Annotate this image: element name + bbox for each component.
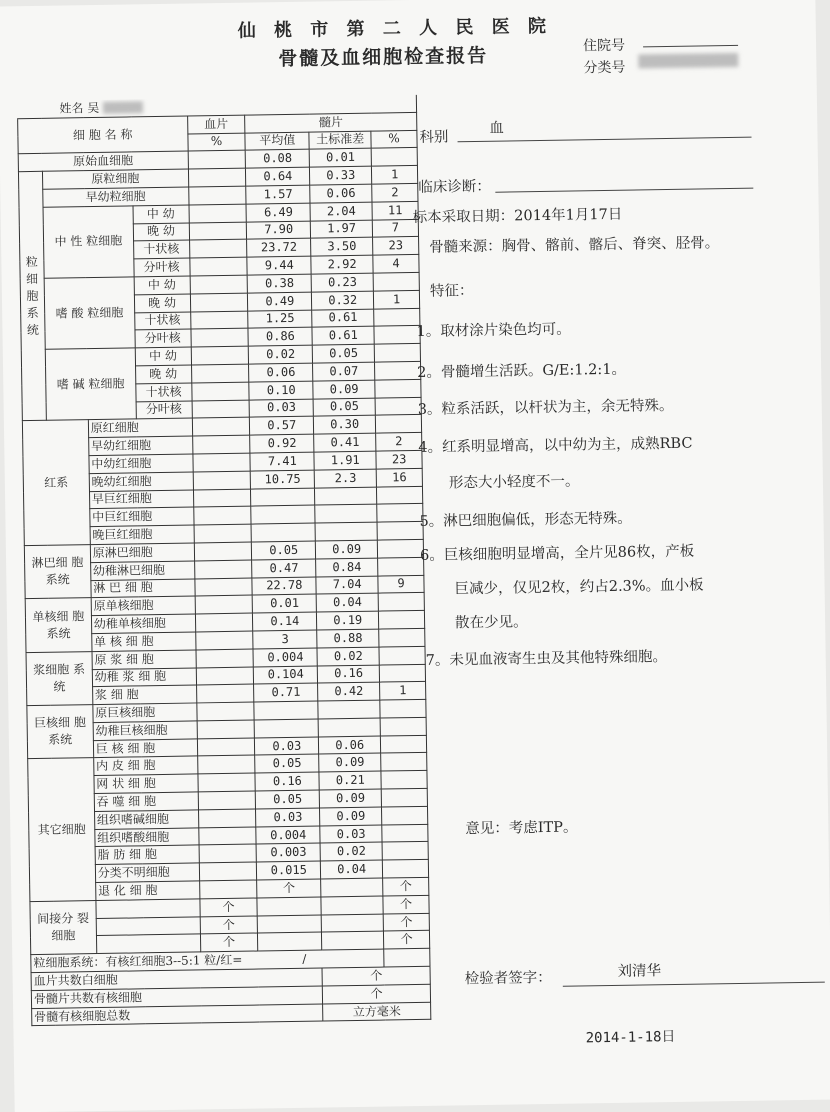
blood-pct-cell [196, 684, 254, 703]
header-marrow-pct: % [371, 130, 417, 149]
blood-pct-cell [190, 311, 248, 330]
sample-date: 标本采取日期：2014年1月17日 [412, 206, 623, 226]
row-label [96, 899, 200, 918]
row-label: 原巨核细胞 [93, 703, 197, 722]
blood-pct-cell [193, 471, 251, 490]
header-marrow: 髓片 [245, 112, 417, 132]
patient-name-label: 姓名 吴 [59, 100, 100, 116]
sd-cell: 0.61 [312, 309, 374, 328]
blood-pct-cell [192, 435, 250, 454]
footer-unit: 个 [323, 984, 431, 1003]
sd-cell: 7.04 [316, 576, 378, 595]
marrow-pct-cell [382, 806, 428, 825]
marrow-pct-cell [373, 272, 419, 291]
row-label: 分类不明细胞 [95, 863, 199, 882]
blood-pct-cell [189, 257, 247, 276]
mean-cell: 0.104 [254, 666, 318, 685]
group-plasma: 浆细胞 系统 [26, 651, 93, 705]
sd-cell: 0.32 [312, 291, 374, 310]
marrow-pct-cell [380, 699, 426, 718]
mean-cell: 6.49 [246, 203, 310, 222]
marrow-pct-cell [378, 593, 424, 612]
sd-cell: 0.05 [312, 344, 374, 363]
blood-pct-cell [189, 204, 247, 223]
mean-cell: 22.78 [252, 577, 316, 596]
mean-cell [251, 505, 315, 524]
group-mega: 巨核细 胞系统 [27, 705, 94, 759]
sd-cell: 0.23 [311, 273, 373, 292]
row-label: 浆 细 胞 [92, 685, 196, 704]
mean-cell: 0.02 [249, 345, 313, 364]
marrow-pct-cell [381, 735, 427, 754]
row-label: 分叶核 [136, 401, 192, 420]
marrow-pct-cell: 2 [376, 433, 422, 452]
marrow-pct-cell [377, 486, 423, 505]
row-label: 原单核细胞 [91, 596, 195, 615]
row-label: 中 幼 [134, 276, 190, 295]
marrow-pct-cell: 1 [374, 290, 420, 309]
marrow-pct-cell [375, 361, 421, 380]
mean-cell: 0.16 [255, 772, 319, 791]
sd-cell: 0.09 [320, 807, 382, 826]
mean-cell: 7.41 [250, 452, 314, 471]
row-label: 原粒细胞 [42, 169, 188, 189]
sd-cell: 0.05 [313, 398, 375, 417]
marrow-pct-cell: 2 [372, 183, 418, 202]
marrow-pct-cell [382, 842, 428, 861]
blood-pct-cell [188, 168, 246, 187]
blood-pct-cell [194, 578, 252, 597]
mean-cell [257, 897, 321, 916]
marrow-pct-cell: 11 [372, 201, 418, 220]
row-label: 组织嗜酸细胞 [95, 828, 199, 847]
blood-pct-cell: 个 [200, 933, 258, 952]
blood-pct-cell [194, 560, 252, 579]
row-label: 幼稚淋巴细胞 [90, 561, 194, 580]
mean-cell: 0.71 [254, 683, 318, 702]
blood-pct-cell [197, 720, 255, 739]
mean-cell: 1.57 [246, 185, 310, 204]
mean-cell: 0.49 [248, 292, 312, 311]
mean-cell: 10.75 [251, 470, 315, 489]
marrow-pct-cell [379, 646, 425, 665]
marrow-pct-cell: 23 [373, 237, 419, 256]
mean-cell: 0.64 [246, 167, 310, 186]
footer-label: 骨髓片共数有核细胞 [31, 986, 323, 1008]
blood-pct-cell [199, 844, 257, 863]
sd-cell [321, 878, 383, 897]
row-label: 晚 幼 [135, 365, 191, 384]
mean-cell: 9.44 [247, 256, 311, 275]
marrow-pct-cell [374, 308, 420, 327]
row-label [96, 917, 200, 936]
marrow-source: 骨髓来源：胸骨、髂前、髂后、脊突、胫骨。 [429, 235, 720, 256]
blood-pct-cell [192, 417, 250, 436]
marrow-pct-cell [382, 824, 428, 843]
sd-cell: 1.97 [311, 220, 373, 239]
sd-cell: 0.09 [319, 754, 381, 773]
mean-cell [258, 915, 322, 934]
signer-label: 检验者签字： [464, 969, 552, 988]
marrow-pct-cell: 个 [384, 931, 430, 950]
marrow-pct-cell: 4 [373, 255, 419, 274]
note-4-cont: 形态大小轻度不一。 [448, 473, 580, 492]
sd-cell: 0.09 [316, 540, 378, 559]
mean-cell: 0.92 [250, 434, 314, 453]
row-label: 组织嗜碱细胞 [94, 810, 198, 829]
row-label: 内 皮 细 胞 [93, 756, 197, 775]
mean-cell: 0.57 [250, 416, 314, 435]
hospital-number-line [643, 45, 738, 47]
header-mean: 平均值 [245, 132, 309, 151]
blood-pct-cell [199, 880, 257, 899]
blood-pct-cell: 个 [200, 916, 258, 935]
row-label: 中 幼 [133, 205, 189, 224]
mean-cell: 0.03 [255, 737, 319, 756]
mean-cell [255, 719, 319, 738]
mean-cell: 0.10 [249, 381, 313, 400]
row-label: 原红细胞 [88, 418, 192, 437]
blood-pct-cell [198, 827, 256, 846]
sd-cell: 0.88 [317, 629, 379, 648]
blood-pct-cell [188, 151, 246, 170]
mean-cell [254, 701, 318, 720]
marrow-pct-cell [374, 326, 420, 345]
mean-cell: 0.14 [253, 612, 317, 631]
group-mono: 单核细 胞系统 [25, 598, 92, 652]
header-blood-pct: % [187, 133, 245, 152]
sd-cell: 0.21 [319, 771, 381, 790]
group-other: 其它细胞 [28, 758, 96, 901]
blood-pct-cell: 个 [199, 898, 257, 917]
mean-cell: 7.90 [247, 221, 311, 240]
row-label: 十状核 [135, 383, 191, 402]
mean-cell: 0.06 [249, 363, 313, 382]
diagnosis-label: 临床诊断： [418, 178, 491, 196]
note-1: 1。取材涂片染色均可。 [416, 321, 571, 340]
marrow-pct-cell [379, 664, 425, 683]
sd-cell [318, 700, 380, 719]
marrow-pct-cell: 个 [383, 895, 429, 914]
sd-cell: 1.91 [314, 451, 376, 470]
row-label: 早幼粒细胞 [43, 187, 189, 207]
blood-pct-cell [199, 862, 257, 881]
blood-pct-cell [191, 382, 249, 401]
footer-label: 骨髓有核细胞总数 [32, 1004, 324, 1026]
blood-pct-cell [198, 773, 256, 792]
mean-cell: 0.47 [252, 559, 316, 578]
row-label: 原始血细胞 [18, 151, 188, 171]
row-label: 中幼红细胞 [89, 454, 193, 473]
blood-pct-cell [196, 649, 254, 668]
group-erythroid: 红系 [22, 420, 90, 546]
diagnosis-line [495, 188, 753, 193]
sd-cell [315, 504, 377, 523]
blood-pct-cell [198, 791, 256, 810]
sd-cell: 0.19 [317, 611, 379, 630]
blood-pct-cell [195, 595, 253, 614]
mean-cell: 0.004 [256, 826, 320, 845]
sd-cell: 0.41 [314, 433, 376, 452]
header-blood: 血片 [187, 115, 245, 134]
group-eosinophil: 嗜 酸 粒细胞 [44, 277, 135, 350]
sd-cell [315, 522, 377, 541]
redacted-name [103, 102, 143, 115]
signer-line [563, 982, 825, 987]
row-label: 单 核 细 胞 [91, 632, 195, 651]
sd-cell: 0.02 [317, 647, 379, 666]
mean-cell: 1.25 [248, 310, 312, 329]
marrow-pct-cell [379, 628, 425, 647]
marrow-pct-cell [377, 539, 423, 558]
row-label: 分叶核 [133, 258, 189, 277]
mean-cell: 0.05 [255, 755, 319, 774]
note-5: 5。淋巴细胞偏低，形态无特殊。 [419, 510, 632, 530]
blood-pct-cell [195, 631, 253, 650]
blood-pct-cell [191, 364, 249, 383]
sd-cell: 2.92 [311, 255, 373, 274]
marrow-pct-cell [381, 771, 427, 790]
row-label: 幼稚单核细胞 [91, 614, 195, 633]
marrow-pct-cell: 1 [380, 682, 426, 701]
mean-cell: 0.01 [253, 594, 317, 613]
blood-pct-cell [196, 667, 254, 686]
sd-cell: 2.04 [310, 202, 372, 221]
marrow-pct-cell [381, 753, 427, 772]
blood-pct-cell [192, 453, 250, 472]
opinion: 意见：考虑ITP。 [465, 819, 578, 838]
table-rows [18, 148, 431, 1026]
header-cell-name: 细 胞 名 称 [18, 116, 188, 154]
sd-cell: 0.03 [320, 825, 382, 844]
marrow-pct-cell: 9 [378, 575, 424, 594]
sd-cell: 0.16 [318, 665, 380, 684]
row-label [96, 934, 200, 953]
blood-pct-cell [196, 702, 254, 721]
marrow-pct-cell: 1 [372, 166, 418, 185]
row-label: 晚幼红细胞 [89, 472, 193, 491]
marrow-pct-cell [379, 610, 425, 629]
sd-cell: 3.50 [311, 237, 373, 256]
row-label: 幼稚巨核细胞 [93, 721, 197, 740]
sd-cell [321, 914, 383, 933]
row-label: 十状核 [133, 240, 189, 259]
mean-cell: 0.05 [256, 790, 320, 809]
mean-cell: 0.38 [248, 274, 312, 293]
sd-cell: 0.61 [312, 326, 374, 345]
row-label: 退 化 细 胞 [95, 881, 199, 900]
sd-cell: 0.33 [310, 166, 372, 185]
header-sd: 土标准差 [309, 131, 371, 150]
blood-pct-cell [189, 222, 247, 241]
blood-pct-cell [189, 239, 247, 258]
marrow-pct-cell [376, 415, 422, 434]
sd-cell: 0.06 [310, 184, 372, 203]
blood-pct-cell [190, 293, 248, 312]
hospital-name: 仙 桃 市 第 二 人 民 医 院 [237, 15, 553, 42]
note-6-cont-2: 散在少见。 [454, 614, 528, 632]
row-label: 淋 巴 细 胞 [91, 578, 195, 597]
note-4: 4。红系明显增高，以中幼为主，成熟RBC [418, 435, 693, 456]
blood-pct-cell [190, 275, 248, 294]
blood-pct-cell [191, 346, 249, 365]
note-7: 7。未见血液寄生虫及其他特殊细胞。 [425, 649, 668, 669]
row-label: 晚 幼 [134, 294, 190, 313]
mean-cell: 3 [253, 630, 317, 649]
marrow-pct-cell [371, 148, 417, 167]
mean-cell: 0.08 [246, 149, 310, 168]
row-label: 脂 肪 细 胞 [95, 845, 199, 864]
row-label: 早巨红细胞 [89, 490, 193, 509]
row-label: 十状核 [134, 312, 190, 331]
note-6-cont-1: 巨减少，仅见2枚，约占2.3%。血小板 [454, 577, 704, 598]
marrow-pct-cell: 7 [372, 219, 418, 238]
footer-unit: 立方毫米 [323, 1002, 431, 1021]
row-label: 巨 核 细 胞 [93, 739, 197, 758]
row-label: 中巨红细胞 [90, 507, 194, 526]
footer-label: 血片共数白细胞 [31, 968, 323, 990]
blood-pct-cell [191, 328, 249, 347]
sd-cell [322, 931, 384, 950]
sd-cell [321, 896, 383, 915]
group-basophil: 嗜 碱 粒细胞 [45, 348, 136, 421]
group-granulocyte: 粒细胞系统 [18, 171, 46, 421]
marrow-pct-cell [375, 397, 421, 416]
blood-pct-cell [197, 738, 255, 757]
blood-pct-cell [197, 756, 255, 775]
blood-pct-cell [192, 400, 250, 419]
mean-cell [251, 523, 315, 542]
note-6: 6。巨核细胞明显增高，全片见86枚，产板 [419, 543, 695, 564]
mean-cell: 0.03 [249, 399, 313, 418]
sd-cell: 2.3 [314, 469, 376, 488]
sd-cell: 0.07 [313, 362, 375, 381]
sd-cell: 0.42 [318, 682, 380, 701]
ratio-value [384, 949, 430, 968]
dept-label: 科别 [419, 129, 449, 146]
sd-cell: 0.06 [319, 736, 381, 755]
note-3: 3。粒系活跃，以杆状为主，余无特殊。 [417, 397, 674, 418]
sd-cell [315, 487, 377, 506]
blood-pct-cell [194, 542, 252, 561]
sd-cell [318, 718, 380, 737]
ratio-mark: / [302, 951, 307, 966]
blood-pct-cell [195, 613, 253, 632]
marrow-pct-cell [383, 860, 429, 879]
sd-cell: 0.09 [319, 789, 381, 808]
redacted-category-number [638, 53, 738, 69]
note-2: 2。骨髓增生活跃。G/E:1.2:1。 [417, 361, 627, 381]
mean-cell: 个 [257, 879, 321, 898]
row-label: 网 状 细 胞 [94, 774, 198, 793]
row-label: 晚巨红细胞 [90, 525, 194, 544]
row-label: 早幼红细胞 [88, 436, 192, 455]
row-label: 原 浆 细 胞 [92, 650, 196, 669]
group-lymph: 淋巴细 胞系统 [24, 545, 91, 599]
marrow-pct-cell [380, 717, 426, 736]
mean-cell: 0.86 [248, 327, 312, 346]
sd-cell: 0.02 [320, 843, 382, 862]
report-title: 骨髓及血细胞检查报告 [278, 44, 489, 71]
marrow-pct-cell: 23 [376, 450, 422, 469]
row-label: 吞 噬 细 胞 [94, 792, 198, 811]
marrow-pct-cell: 个 [383, 913, 429, 932]
signer-name: 刘清华 [617, 963, 662, 980]
marrow-pct-cell [375, 379, 421, 398]
sd-cell: 0.30 [314, 415, 376, 434]
cell-count-table [17, 95, 431, 1027]
mean-cell: 23.72 [247, 238, 311, 257]
marrow-pct-cell [378, 557, 424, 576]
mean-cell: 0.004 [253, 648, 317, 667]
ratio-label: 粒细胞系统：有核红细胞3--5:1 粒/红= [33, 952, 243, 971]
marrow-pct-cell [381, 788, 427, 807]
features-label: 特征： [429, 283, 474, 300]
marrow-pct-cell [377, 521, 423, 540]
report-date: 2014-1-18日 [585, 1028, 676, 1047]
row-label: 分叶核 [135, 329, 191, 348]
sd-cell: 0.01 [309, 149, 371, 168]
marrow-pct-cell [374, 344, 420, 363]
sd-cell: 0.09 [313, 380, 375, 399]
marrow-pct-cell [377, 504, 423, 523]
category-number-label: 分类号 [583, 59, 626, 77]
blood-pct-cell [193, 489, 251, 508]
sd-cell: 0.04 [316, 593, 378, 612]
mean-cell: 0.015 [257, 861, 321, 880]
row-label: 晚 幼 [133, 223, 189, 242]
marrow-pct-cell: 个 [383, 877, 429, 896]
marrow-pct-cell: 16 [376, 468, 422, 487]
mean-cell [258, 932, 322, 951]
row-label: 中 幼 [135, 347, 191, 366]
hospital-number-label: 住院号 [582, 37, 626, 55]
sd-cell: 0.04 [321, 860, 383, 879]
blood-pct-cell [198, 809, 256, 828]
mean-cell: 0.03 [256, 808, 320, 827]
group-mitosis: 间接分 裂细胞 [30, 900, 97, 954]
mean-cell [251, 488, 315, 507]
mean-cell: 0.05 [252, 541, 316, 560]
mean-cell: 0.003 [256, 843, 320, 862]
row-label: 幼稚 浆 细 胞 [92, 667, 196, 686]
dept-value: 血 [489, 120, 504, 137]
blood-pct-cell [188, 186, 246, 205]
group-neutrophil: 中 性 粒细胞 [43, 206, 134, 279]
blood-pct-cell [194, 524, 252, 543]
sd-cell: 0.84 [316, 558, 378, 577]
blood-pct-cell [193, 506, 251, 525]
footer-unit: 个 [322, 966, 430, 985]
row-label: 原淋巴细胞 [90, 543, 194, 562]
